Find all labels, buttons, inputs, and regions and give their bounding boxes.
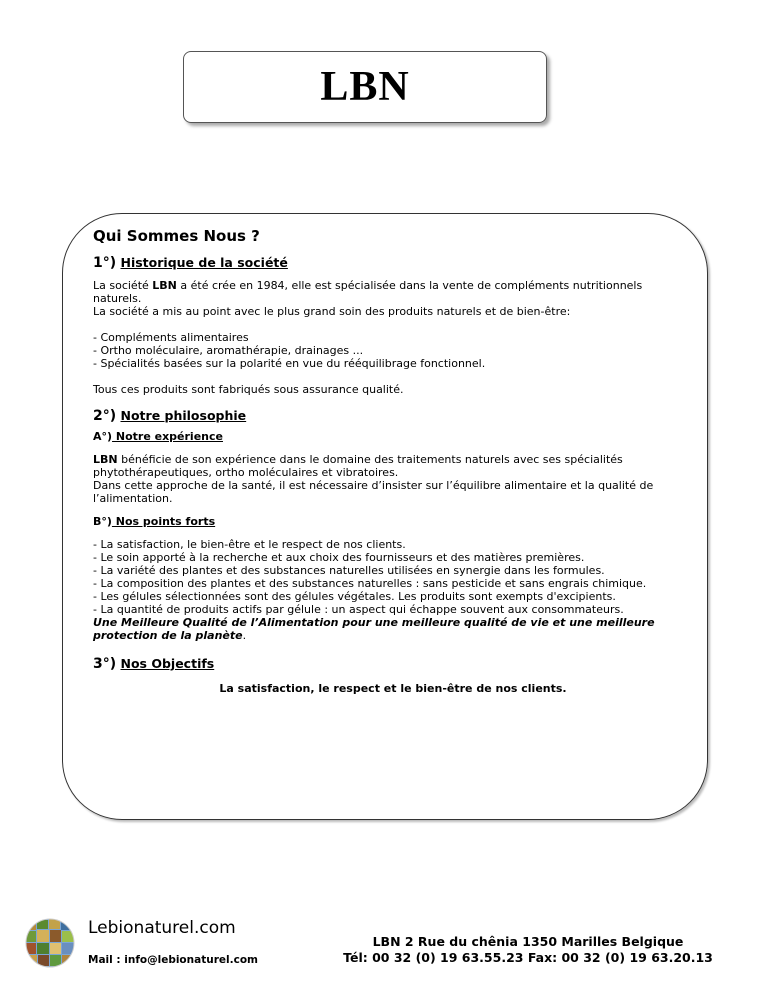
list-item: - Spécialités basées sur la polarité en vue du rééquilibrage fonctionnel.: [93, 357, 486, 370]
list-item: - Le soin apporté à la recherche et aux choix des fournisseurs et des matières premières.: [93, 551, 585, 564]
motto-end: .: [242, 629, 247, 642]
subsection-b-number: B°): [93, 515, 112, 528]
experience-company: LBN: [93, 453, 118, 466]
subsection-a-number: A°): [93, 430, 113, 443]
page-title: LBN: [320, 64, 410, 110]
section2-heading: [93, 408, 693, 424]
subsection-a-heading: [93, 430, 693, 443]
main-content: [93, 224, 693, 695]
motto-text: Une Meilleure Qualité de l’Alimentation pour une meilleure qualité de vie et une meilleure protection de la planète: [93, 616, 655, 642]
list-item: - La composition des plantes et des substances naturelles : sans pesticide et sans engrais chimique.: [93, 577, 647, 590]
postal-address: LBN 2 Rue du chênia 1350 Marilles Belgique: [372, 934, 684, 949]
list-item: - La quantité de produits actifs par gélule : un aspect qui échappe souvent aux consommateurs.: [93, 603, 624, 616]
list-item: - Ortho moléculaire, aromathérapie, drainages ...: [93, 344, 364, 357]
section2-number: 2°): [93, 408, 117, 424]
list-item: - La satisfaction, le bien-être et le respect de nos clients.: [93, 538, 406, 551]
section3-heading: [93, 656, 693, 672]
list-item: - Compléments alimentaires: [93, 331, 249, 344]
section1-paragraph1: [93, 279, 693, 305]
phone-fax: Tél: 00 32 (0) 19 63.55.23 Fax: 00 32 (0) 19 63.20.13: [343, 950, 713, 965]
subsection-b-heading: [93, 515, 693, 528]
experience-text: bénéficie de son expérience dans le domaine des traitements naturels avec ses spécialités phytothérapeutiques, ortho moléculaires et vibratoires.: [93, 453, 623, 479]
subsection-a-title: Notre expérience: [112, 430, 223, 443]
motto: [93, 616, 693, 642]
title-box: [183, 51, 547, 123]
experience-paragraph: [93, 453, 693, 479]
footer-address-block: [318, 934, 738, 966]
section1-paragraph2: La société a mis au point avec le plus grand soin des produits naturels et de bien-être:: [93, 305, 571, 318]
experience-paragraph2: Dans cette approche de la santé, il est nécessaire d’insister sur l’équilibre alimentaire et la qualité de l’alimentation.: [93, 479, 654, 505]
list-item: - La variété des plantes et des substances naturelles utilisées en synergie dans les formules.: [93, 564, 605, 577]
list-item: - Les gélules sélectionnées sont des gélules végétales. Les produits sont exempts d'excipients.: [93, 590, 616, 603]
website-name[interactable]: Lebionaturel.com: [88, 918, 236, 938]
section3-title: Nos Objectifs: [120, 656, 215, 671]
section3-number: 3°): [93, 656, 117, 672]
p1-company: LBN: [152, 279, 177, 292]
p1-pre: La société: [93, 279, 153, 292]
objectives-text: La satisfaction, le respect et le bien-être de nos clients.: [219, 682, 567, 695]
strengths-list: [93, 538, 693, 616]
products-list: [93, 331, 693, 370]
contact-email[interactable]: Mail : info@lebionaturel.com: [88, 954, 258, 966]
section1-number: 1°): [93, 255, 117, 271]
subsection-b-title: Nos points forts: [111, 515, 216, 528]
main-heading: Qui Sommes Nous ?: [93, 227, 260, 245]
section1-title: Historique de la société: [120, 255, 288, 270]
globe-logo-icon: [24, 917, 76, 969]
section1-heading: [93, 255, 693, 271]
section2-title: Notre philosophie: [120, 408, 247, 423]
section1-paragraph3: Tous ces produits sont fabriqués sous assurance qualité.: [93, 383, 404, 396]
p1-post: a été crée en 1984, elle est spécialisée dans la vente de compléments nutritionnels naturels.: [93, 279, 643, 305]
